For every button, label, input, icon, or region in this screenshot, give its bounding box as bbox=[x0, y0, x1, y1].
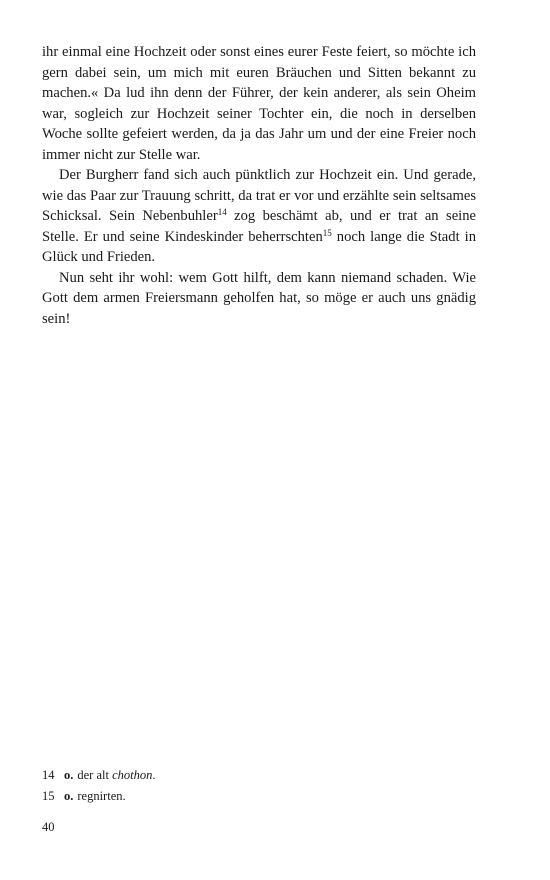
paragraph-1-text: ihr einmal eine Hochzeit oder sonst eines eurer Feste feiert, so möchte ich gern dabei sein, um mich mit euren Bräuchen und Sitten bekannt zu machen.« Da lud ihn denn der Führer, der kein anderer, als sein Oheim war, sogleich zur Hochzeit seiner Tochter ein, die noch in derselben Woche sollte gefeiert werden, da ja das Jahr um und der eine Freier noch immer nicht zur Stelle war. bbox=[42, 44, 476, 163]
footnote-text: regnirten. bbox=[77, 789, 126, 803]
paragraph-1 bbox=[42, 42, 476, 165]
body-text bbox=[42, 42, 476, 329]
footnote-tail: . bbox=[152, 768, 156, 782]
footnote-body bbox=[64, 765, 156, 786]
footnote-ref-15[interactable]: 15 bbox=[322, 227, 332, 238]
paragraph-2-text-end: noch lange die Stadt in Glück und Frieden. bbox=[42, 228, 476, 265]
footnote-15 bbox=[42, 786, 476, 807]
paragraph-2-text-middle: zog beschämt ab, und er trat an seine Stelle. Er und seine Kindeskinder beherrschten bbox=[42, 208, 476, 245]
footnote-abbreviation: o. bbox=[64, 789, 74, 803]
page-number: 40 bbox=[42, 820, 55, 834]
footnote-text: der alt bbox=[77, 768, 113, 782]
footnote-14 bbox=[42, 765, 476, 786]
footnotes bbox=[42, 765, 476, 807]
paragraph-2-text-start: Der Burgherr fand sich auch pünktlich zur Hochzeit ein. Und gerade, wie das Paar zur Trauung schritt, da trat er vor und erzählte sein seltsames Schicksal. Sein Nebenbuhler bbox=[42, 167, 476, 224]
footnote-number: 15 bbox=[42, 789, 55, 803]
footnote-body bbox=[64, 786, 126, 807]
paragraph-2 bbox=[42, 165, 476, 268]
footnote-ref-14[interactable]: 14 bbox=[217, 207, 227, 217]
footnote-number: 14 bbox=[42, 768, 55, 782]
footnote-emphasis: chothon bbox=[112, 768, 153, 782]
paragraph-3 bbox=[42, 268, 476, 330]
paragraph-3-text: Nun seht ihr wohl: wem Gott hilft, dem kann niemand schaden. Wie Gott dem armen Freiersmann geholfen hat, so möge er auch uns gnädig sein! bbox=[42, 269, 476, 327]
footnote-abbreviation: o. bbox=[64, 768, 74, 782]
